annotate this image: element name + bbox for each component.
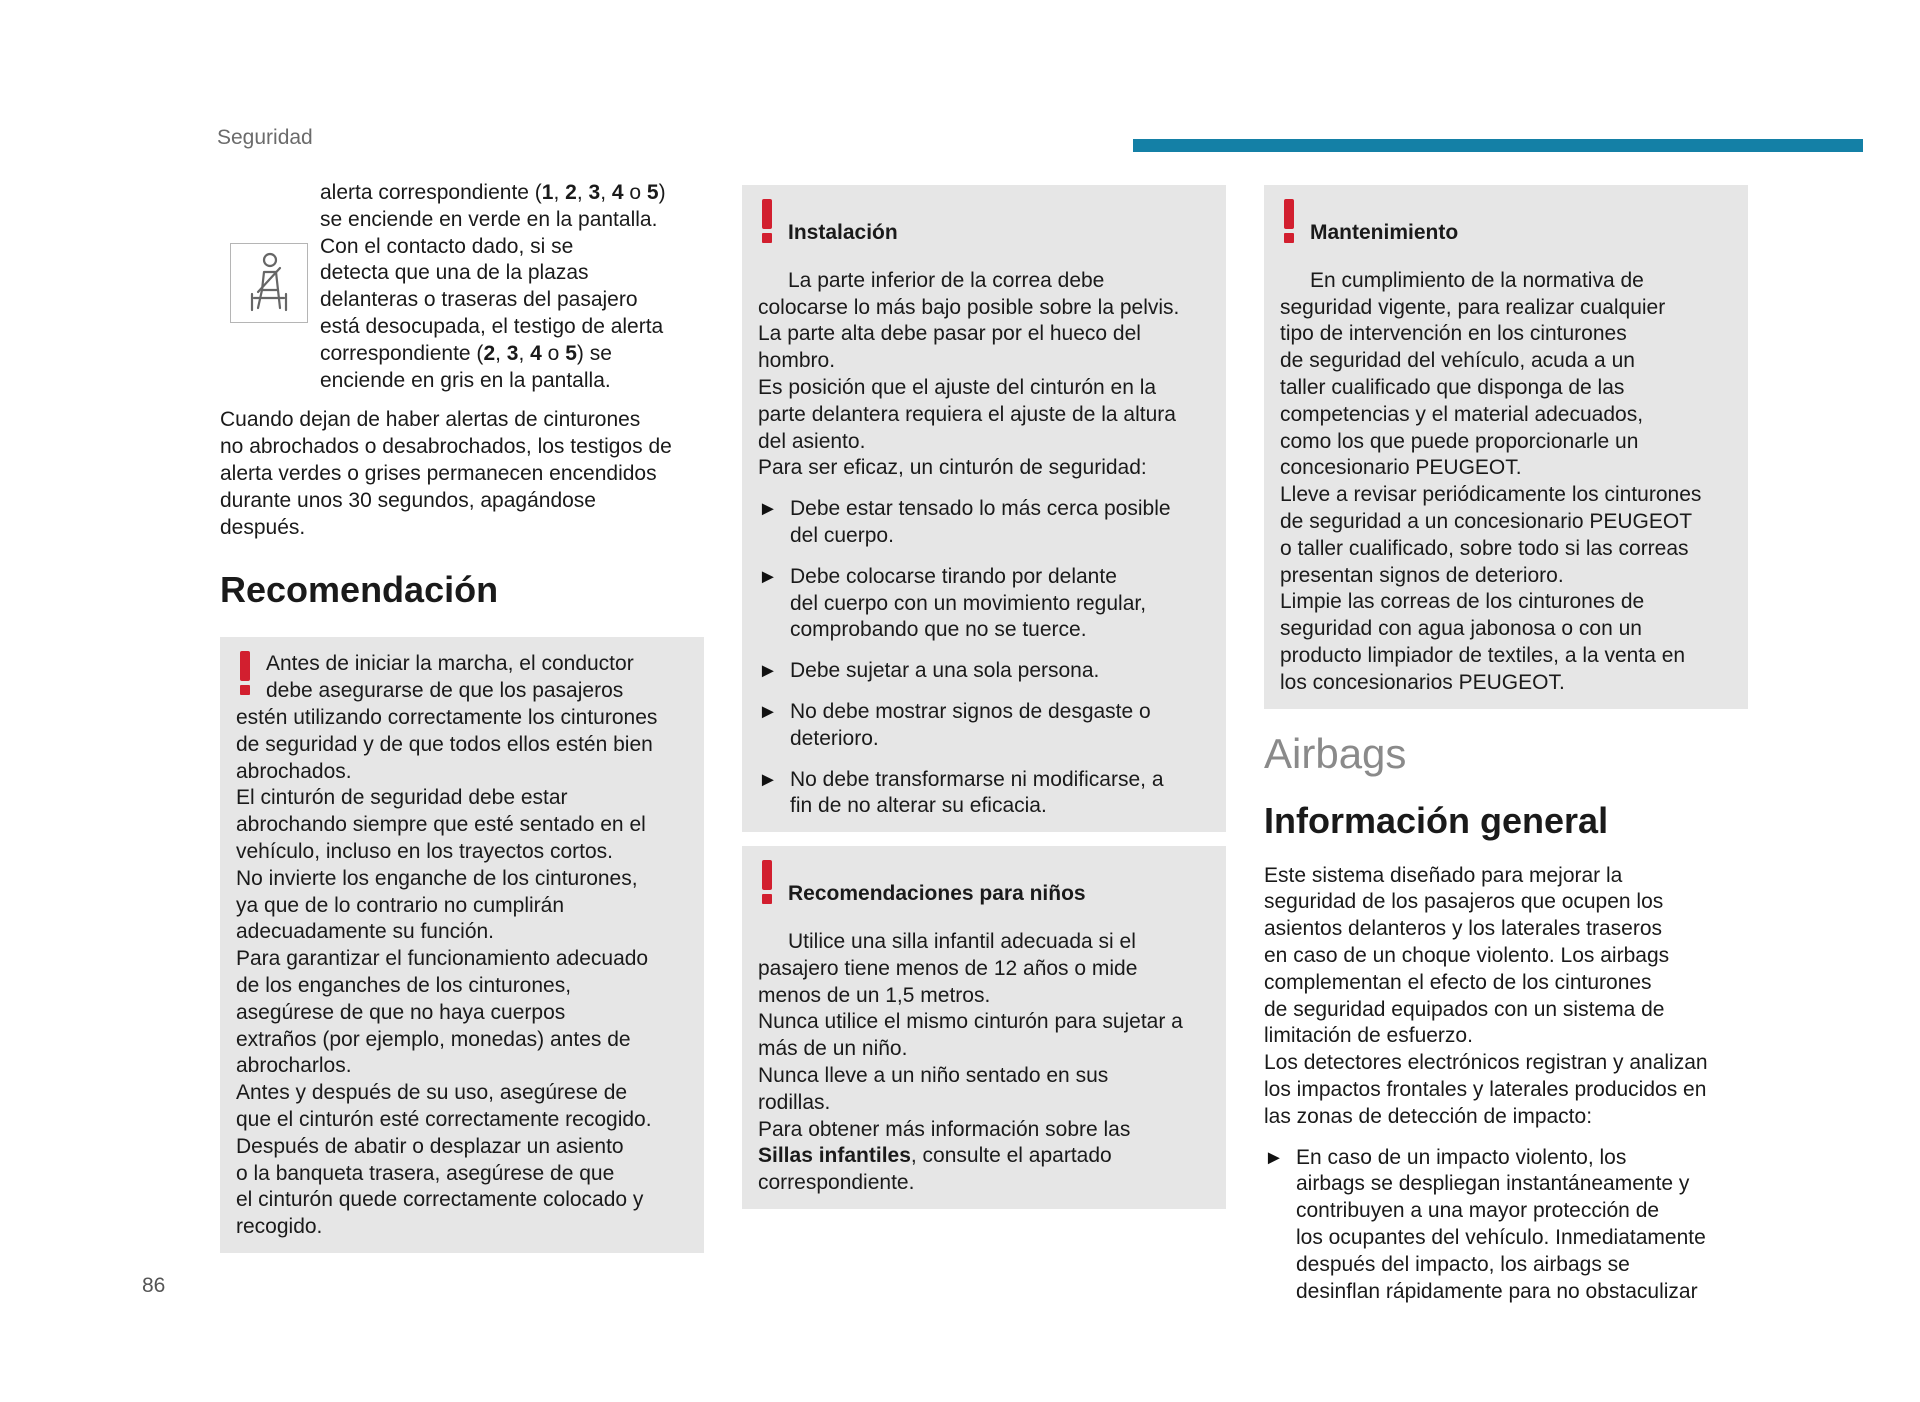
warning-exclamation-icon: [236, 651, 254, 695]
belt-line: delanteras o traseras del pasajero: [320, 288, 638, 312]
para-line: alerta verdes o grises permanecen encendidos: [220, 461, 657, 485]
warning-line: de seguridad y de que todos ellos estén bien: [236, 732, 653, 756]
warning-line: extraños (por ejemplo, monedas) antes de: [236, 1027, 631, 1051]
install-line: del asiento.: [758, 429, 866, 453]
warning-line: recogido.: [236, 1215, 323, 1239]
bullet-line: después del impacto, los airbags se: [1296, 1252, 1630, 1276]
general-line: asientos delanteros y los laterales traseros: [1264, 917, 1663, 941]
belt-line: está desocupada, el testigo de alerta: [320, 314, 664, 338]
warning-line: ya que de lo contrario no cumplirán: [236, 893, 565, 917]
para-line: Cuando dejan de haber alertas de cinturones: [220, 408, 641, 432]
maintenance-line: Lleve a revisar periódicamente los cinturones: [1280, 483, 1702, 507]
maintenance-line: concesionario PEUGEOT.: [1280, 456, 1522, 480]
warning-exclamation-icon: [758, 860, 776, 904]
list-item: [758, 699, 1210, 753]
maintenance-warning-box: [1264, 185, 1748, 709]
list-item: [758, 496, 1210, 550]
children-ref-tail: , consulte el apartado: [910, 1144, 1112, 1168]
bullet-line: los ocupantes del vehículo. Inmediatamente: [1296, 1225, 1706, 1249]
maintenance-line: como los que puede proporcionarle un: [1280, 429, 1639, 453]
seatbelt-warning-icon: [230, 243, 308, 323]
bullet-line: deterioro.: [790, 726, 879, 750]
warning-line: adecuadamente su función.: [236, 920, 495, 944]
column-3: [1264, 185, 1748, 1305]
children-line: Para obtener más información sobre las: [758, 1117, 1131, 1141]
column-1: [220, 180, 704, 1253]
warning-line: Para garantizar el funcionamiento adecuado: [236, 947, 649, 971]
children-line: Nunca utilice el mismo cinturón para sujetar a: [758, 1010, 1183, 1034]
maintenance-line: de seguridad a un concesionario PEUGEOT: [1280, 509, 1693, 533]
general-line: complementan el efecto de los cinturones: [1264, 970, 1652, 994]
general-info-paragraph: [1264, 863, 1748, 1131]
children-line: correspondiente.: [758, 1171, 915, 1195]
installation-title: Instalación: [788, 221, 898, 244]
general-line: los impactos frontales y laterales producidos en: [1264, 1077, 1707, 1101]
section-label: Seguridad: [217, 126, 313, 149]
warning-line: Antes de iniciar la marcha, el conductor: [266, 652, 634, 676]
children-warning-box: [742, 846, 1226, 1209]
bullet-line: fin de no alterar su eficacia.: [790, 794, 1047, 818]
warning-exclamation-icon: [758, 199, 776, 243]
warning-line: abrochados.: [236, 759, 352, 783]
warning-line: estén utilizando correctamente los cinturones: [236, 705, 658, 729]
belt-line: alerta correspondiente (1, 2, 3, 4 o 5): [320, 181, 666, 204]
children-line: rodillas.: [758, 1090, 831, 1114]
recommendation-warning-box: [220, 637, 704, 1253]
bullet-line: contribuyen a una mayor protección de: [1296, 1199, 1660, 1223]
children-line: menos de un 1,5 metros.: [758, 983, 991, 1007]
para-line: después.: [220, 515, 306, 539]
general-line: limitación de esfuerzo.: [1264, 1024, 1473, 1048]
maintenance-line: o taller cualificado, sobre todo si las correas: [1280, 536, 1689, 560]
maintenance-line: tipo de intervención en los cinturones: [1280, 322, 1627, 346]
bullet-line: del cuerpo.: [790, 523, 894, 547]
general-info-heading: Información general: [1264, 799, 1609, 841]
children-title: Recomendaciones para niños: [788, 882, 1086, 906]
maintenance-line: Limpie las correas de los cinturones de: [1280, 590, 1645, 614]
general-line: Este sistema diseñado para mejorar la: [1264, 863, 1623, 887]
maintenance-line: presentan signos de deterioro.: [1280, 563, 1564, 587]
maintenance-title: Mantenimiento: [1310, 221, 1459, 244]
column-2: [742, 185, 1226, 1209]
para-line: no abrochados o desabrochados, los testigos de: [220, 435, 672, 459]
children-line: Nunca lleve a un niño sentado en sus: [758, 1063, 1109, 1087]
recommendation-heading: Recomendación: [220, 569, 499, 611]
general-line: Los detectores electrónicos registran y analizan: [1264, 1051, 1708, 1075]
bullet-line: comprobando que no se tuerce.: [790, 618, 1087, 642]
warning-line: asegúrese de que no haya cuerpos: [236, 1000, 566, 1024]
general-line: de seguridad equipados con un sistema de: [1264, 997, 1665, 1021]
bullet-line: ► Debe estar tensado lo más cerca posible: [790, 497, 1171, 521]
warning-line: que el cinturón esté correctamente recogido.: [236, 1107, 652, 1131]
bullet-line: ► Debe sujetar a una sola persona.: [790, 659, 1100, 683]
maintenance-line: producto limpiador de textiles, a la venta en: [1280, 643, 1686, 667]
general-line: las zonas de detección de impacto:: [1264, 1104, 1593, 1128]
install-line: parte delantera requiera el ajuste de la altura: [758, 402, 1176, 426]
warning-line: abrocharlos.: [236, 1054, 352, 1078]
page-number: 86: [142, 1274, 166, 1297]
airbag-bullet-list: [1264, 1145, 1748, 1306]
children-line: Utilice una silla infantil adecuada si el: [788, 929, 1136, 953]
list-item: [758, 564, 1210, 644]
maintenance-line: En cumplimiento de la normativa de: [1310, 268, 1644, 292]
child-seats-reference: Sillas infantiles: [758, 1144, 911, 1168]
belt-line: detecta que una de la plazas: [320, 261, 589, 285]
children-line: más de un niño.: [758, 1037, 908, 1061]
list-item: [758, 767, 1210, 821]
warning-line: debe asegurarse de que los pasajeros: [266, 679, 624, 703]
warning-line: vehículo, incluso en los trayectos cortos.: [236, 839, 614, 863]
maintenance-line: de seguridad del vehículo, acuda a un: [1280, 349, 1635, 373]
installation-warning-box: [742, 185, 1226, 832]
alert-timeout-paragraph: [220, 407, 704, 541]
warning-exclamation-icon: [1280, 199, 1298, 243]
maintenance-line: los concesionarios PEUGEOT.: [1280, 670, 1565, 694]
bullet-line: ► No debe mostrar signos de desgaste o: [790, 699, 1151, 723]
belt-line: correspondiente (2, 3, 4 o 5) se: [320, 341, 612, 365]
belt-line: Con el contacto dado, si se: [320, 234, 574, 258]
install-line: colocarse lo más bajo posible sobre la pelvis.: [758, 295, 1180, 319]
install-line: hombro.: [758, 349, 836, 373]
install-line: Es posición que el ajuste del cinturón en la: [758, 375, 1157, 399]
children-line: pasajero tiene menos de 12 años o mide: [758, 956, 1138, 980]
install-line: La parte alta debe pasar por el hueco del: [758, 322, 1141, 346]
warning-line: Después de abatir o desplazar un asiento: [236, 1134, 624, 1158]
warning-line: abrochando siempre que esté sentado en el: [236, 813, 646, 837]
install-line: La parte inferior de la correa debe: [788, 268, 1105, 292]
warning-line: El cinturón de seguridad debe estar: [236, 786, 568, 810]
install-line: Para ser eficaz, un cinturón de seguridad:: [758, 456, 1147, 480]
bullet-line: ► En caso de un impacto violento, los: [1296, 1145, 1627, 1169]
bullet-line: del cuerpo con un movimiento regular,: [790, 591, 1147, 615]
bullet-line: ► Debe colocarse tirando por delante: [790, 564, 1117, 588]
maintenance-line: seguridad vigente, para realizar cualquier: [1280, 295, 1666, 319]
maintenance-line: competencias y el material adecuados,: [1280, 402, 1644, 426]
belt-alert-block: [220, 180, 704, 394]
airbags-chapter-title: Airbags: [1264, 729, 1407, 777]
list-item: [758, 658, 1210, 685]
general-line: en caso de un choque violento. Los airbags: [1264, 943, 1670, 967]
para-line: durante unos 30 segundos, apagándose: [220, 488, 596, 512]
section-color-bar: [1133, 139, 1863, 152]
bullet-line: desinflan rápidamente para no obstaculizar: [1296, 1279, 1698, 1303]
children-ref-line: [758, 1143, 1210, 1170]
belt-line: enciende en gris en la pantalla.: [320, 368, 611, 392]
belt-line: se enciende en verde en la pantalla.: [320, 207, 658, 231]
warning-line: Antes y después de su uso, asegúrese de: [236, 1081, 628, 1105]
maintenance-line: seguridad con agua jabonosa o con un: [1280, 617, 1642, 641]
list-item: [1264, 1145, 1748, 1306]
general-line: seguridad de los pasajeros que ocupen los: [1264, 890, 1664, 914]
warning-line: el cinturón quede correctamente colocado y: [236, 1188, 644, 1212]
warning-line: de los enganches de los cinturones,: [236, 973, 572, 997]
maintenance-line: taller cualificado que disponga de las: [1280, 375, 1625, 399]
warning-line: o la banqueta trasera, asegúrese de que: [236, 1161, 615, 1185]
warning-line: No invierte los enganche de los cinturones,: [236, 866, 638, 890]
installation-bullet-list: [758, 496, 1210, 820]
bullet-line: airbags se despliegan instantáneamente y: [1296, 1172, 1690, 1196]
bullet-line: ► No debe transformarse ni modificarse, a: [790, 767, 1164, 791]
